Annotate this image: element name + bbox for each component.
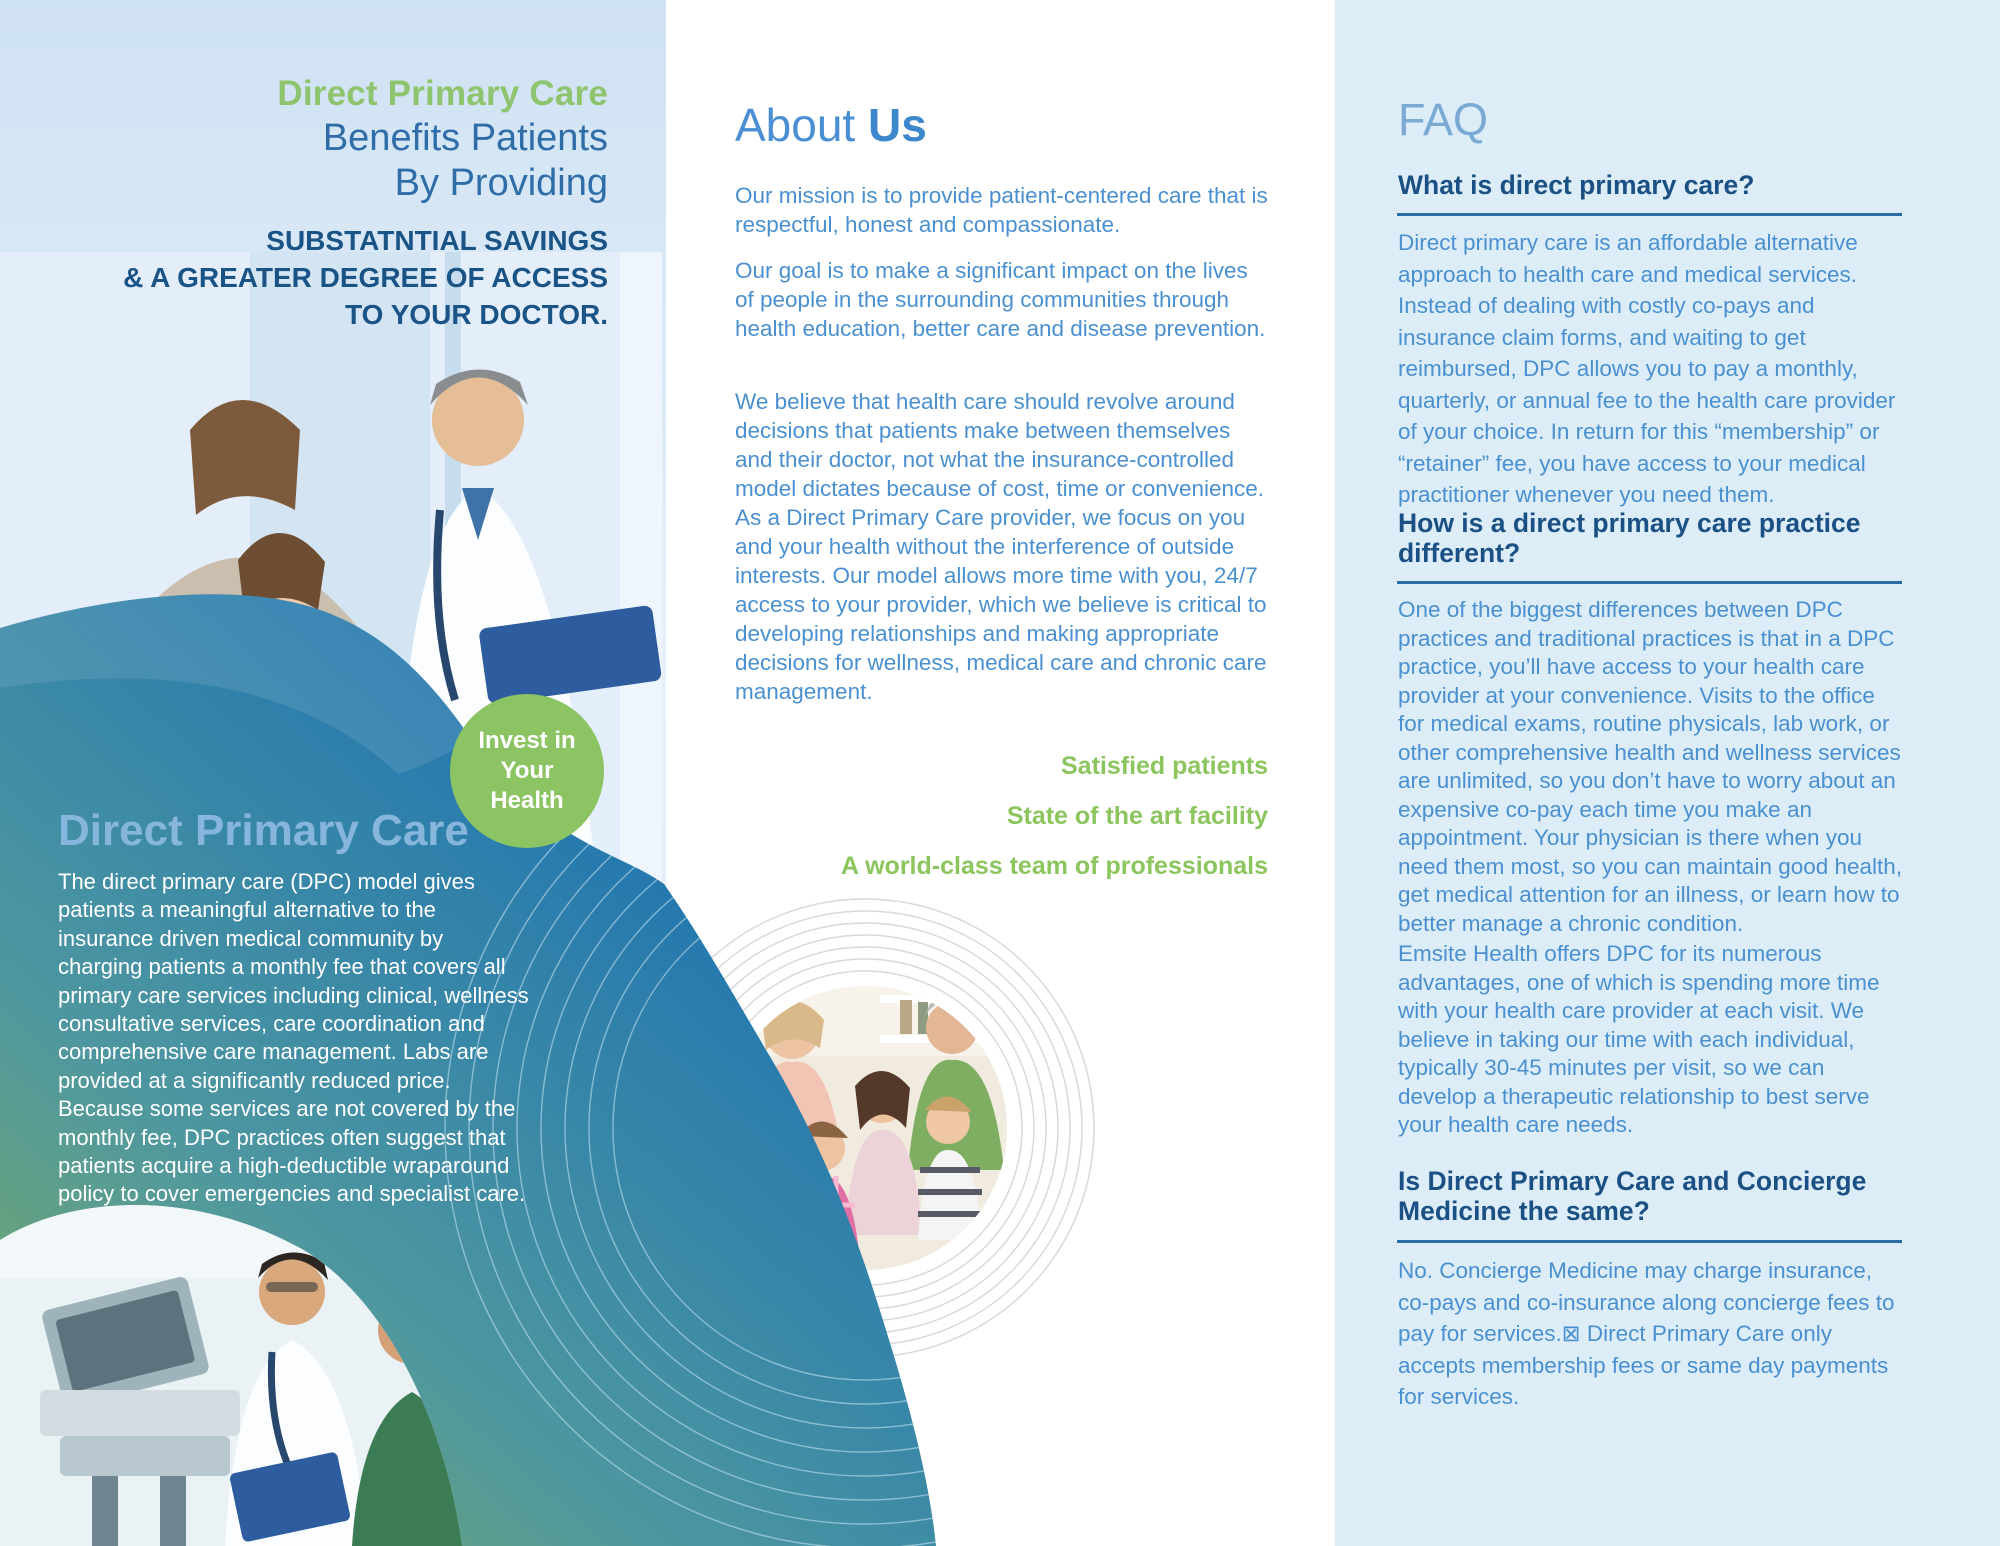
highlight-world-class-team: A world-class team of professionals <box>841 852 1268 880</box>
badge-line1: Invest in <box>478 727 576 754</box>
left-headline-bold-line3: TO YOUR DOCTOR. <box>345 299 608 330</box>
left-headline-subtitle <box>0 116 608 206</box>
faq-question-1: What is direct primary care? <box>1398 170 1755 200</box>
highlight-satisfied-patients: Satisfied patients <box>1061 752 1268 780</box>
faq-question-2: How is a direct primary care practice different? <box>1398 508 1861 568</box>
left-headline-bold <box>0 222 608 333</box>
faq-divider-3 <box>1397 1240 1902 1243</box>
about-paragraph-1: Our mission is to provide patient-centered care that is respectful, honest and compassionate. <box>735 183 1268 237</box>
faq-title: FAQ <box>1398 94 1489 145</box>
about-us-title-light: About <box>735 99 868 151</box>
highlight-state-of-the-art-facility: State of the art facility <box>1006 802 1268 830</box>
badge-line2: Your <box>500 757 554 784</box>
left-headline-bold-line1: SUBSTATNTIAL SAVINGS <box>266 225 608 256</box>
left-section-body: The direct primary care (DPC) model gives patients a meaningful alternative to the insurance driven medical community by charging patients a monthly fee that covers all primary care services including clinical, wellness consultative services, care coordination and comprehensive care management. Labs are provided at a significantly reduced price. Because some services are not covered by the monthly fee, DPC practices often suggest that patients acquire a high-deductible wraparound policy to cover emergencies and specialist care. <box>58 869 529 1207</box>
faq-answer-3: No. Concierge Medicine may charge insurance, co-pays and co-insurance along concierge fees to pay for services.⊠ Direct Primary Care only accepts membership fees or same day payments for services. <box>1398 1258 1895 1409</box>
about-us-title-bold: Us <box>868 99 927 151</box>
badge-line3: Health <box>490 787 564 814</box>
left-headline-subtitle-line1: Benefits Patients <box>322 117 608 159</box>
left-section-title: Direct Primary Care <box>58 806 469 855</box>
faq-answer-2-continued: Emsite Health offers DPC for its numerous advantages, one of which is spending more time with your health care provider at each visit. We believe in taking our time with each individual, typically 30-45 minutes per visit, so we can develop a therapeutic relationship to best serve your health care needs. <box>1398 941 1880 1137</box>
left-headline-green: Direct Primary Care <box>277 74 608 113</box>
left-headline-bold-line2: & A GREATER DEGREE OF ACCESS <box>123 262 608 293</box>
faq-question-3: Is Direct Primary Care and Concierge Medicine the same? <box>1398 1166 1867 1226</box>
faq-answer-2: One of the biggest differences between DPC practices and traditional practices is that in a DPC practice, you’ll have access to your health care provider at your convenience. Visits to the office for medical exams, routine physicals, lab work, or other comprehensive health and wellness services are unlimited, so you don’t have to worry about an expensive co-pay each time you make an appointment. Your physician is there when you need them most, so you can maintain good health, get medical attention for an illness, or learn how to better manage a chronic condition. <box>1398 597 1903 936</box>
about-paragraph-2: Our goal is to make a significant impact on the lives of people in the surrounding communities through health education, better care and disease prevention. <box>735 258 1266 341</box>
left-headline-subtitle-line2: By Providing <box>394 162 608 204</box>
faq-divider-1 <box>1397 213 1902 216</box>
faq-divider-2 <box>1397 581 1902 584</box>
about-paragraph-3: We believe that health care should revolve around decisions that patients make between themselves and their doctor, not what the insurance-controlled model dictates because of cost, time or convenience. As a Direct Primary Care provider, we focus on you and your health without the interference of outside interests. Our model allows more time with you, 24/7 access to your provider, which we believe is critical to developing relationships and making appropriate decisions for wellness, medical care and chronic care management. <box>735 389 1267 704</box>
faq-answer-1: Direct primary care is an affordable alternative approach to health care and medical services. Instead of dealing with costly co-pays and insurance claim forms, and waiting to get reimbursed, DPC allows you to pay a monthly, quarterly, or annual fee to the health care provider of your choice. In return for this “membership” or “retainer” fee, you have access to your medical practitioner whenever you need them. <box>1398 230 1896 507</box>
about-us-title <box>735 98 1275 152</box>
